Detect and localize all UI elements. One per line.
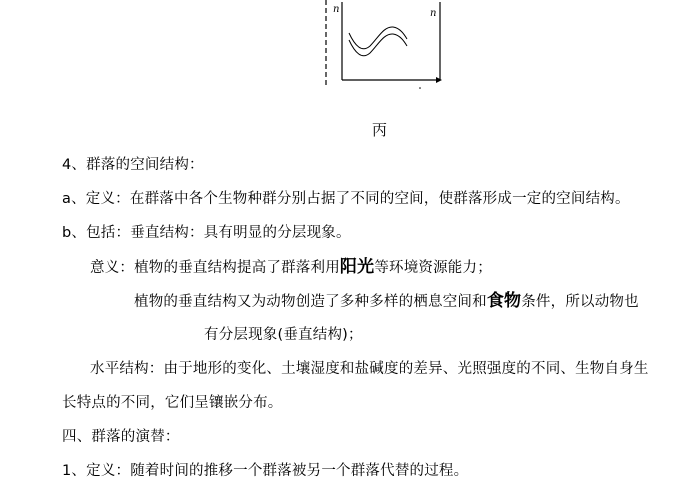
significance-line [90,257,492,278]
mosaic-distribution-line: 长特点的不同，它们呈镶嵌分布。 [62,395,283,411]
small-dot [419,87,421,89]
figure-caption: 丙 [372,121,388,139]
habitat-text-b: 条件，所以动物也 [521,294,639,310]
horizontal-structure-line: 水平结构：由于地形的变化、土壤湿度和盐碱度的差异、光照强度的不同、生物自身生 [90,361,649,377]
animal-habitat-line [134,291,639,312]
section-heading-succession: 四、群落的演替： [62,429,180,445]
axis-label-left: n [333,4,340,15]
axis-label-right: n [430,8,437,19]
emphasis-sunlight: 阳光 [339,257,375,277]
significance-text-a: 意义：植物的垂直结构提高了群落利用 [90,260,340,276]
emphasis-food: 食物 [486,291,522,311]
succession-definition-line: 1、定义：随着时间的推移一个群落被另一个群落代替的过程。 [62,463,469,479]
animal-layering-line: 有分层现象(垂直结构)； [204,327,363,343]
x-axis-arrow [436,77,442,83]
includes-vertical-structure: b、包括：垂直结构：具有明显的分层现象。 [62,225,351,241]
significance-text-b: 等环境资源能力； [374,260,492,276]
population-figure [0,0,674,90]
habitat-text-a: 植物的垂直结构又为动物创造了多种多样的栖息空间和 [134,294,487,310]
curve-upper [349,27,407,49]
definition-line: a、定义：在群落中各个生物种群分别占据了不同的空间，使群落形成一定的空间结构。 [62,191,630,207]
section-heading-spatial-structure: 4、群落的空间结构： [62,157,204,173]
